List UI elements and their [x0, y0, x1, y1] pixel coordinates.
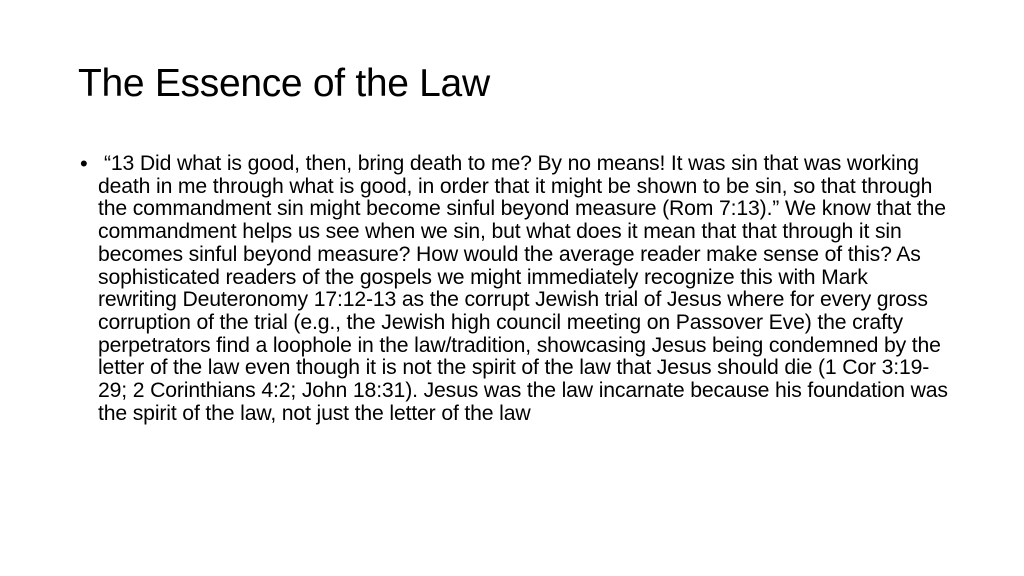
- bullet-item: [78, 153, 948, 425]
- bullet-text: “13 Did what is good, then, bring death to me? By no means! It was sin that was working death in me through what is good, in order that it might be shown to be sin, so that through the commandment sin might become sinful beyond measure (Rom 7:13).” We know that the commandment helps us see when we sin, but what does it mean that that through it sin becomes sinful beyond measure? How would the average reader make sense of this? As sophisticated readers of the gospels we might immediately recognize this with Mark rewriting Deuteronomy 17:12-13 as the corrupt Jewish trial of Jesus where for every gross corruption of the trial (e.g., the Jewish high council meeting on Passover Eve) the crafty perpetrators find a loophole in the law/tradition, showcasing Jesus being condemned by the letter of the law even though it is not the spirit of the law that Jesus should die (1 Cor 3:19-29; 2 Corinthians 4:2; John 18:31). Jesus was the law incarnate because his foundation was the spirit of the law, not just the letter of the law: [98, 152, 948, 425]
- slide-content: [78, 153, 948, 425]
- bullet-marker: •: [80, 151, 88, 176]
- slide-title: The Essence of the Law: [78, 62, 490, 105]
